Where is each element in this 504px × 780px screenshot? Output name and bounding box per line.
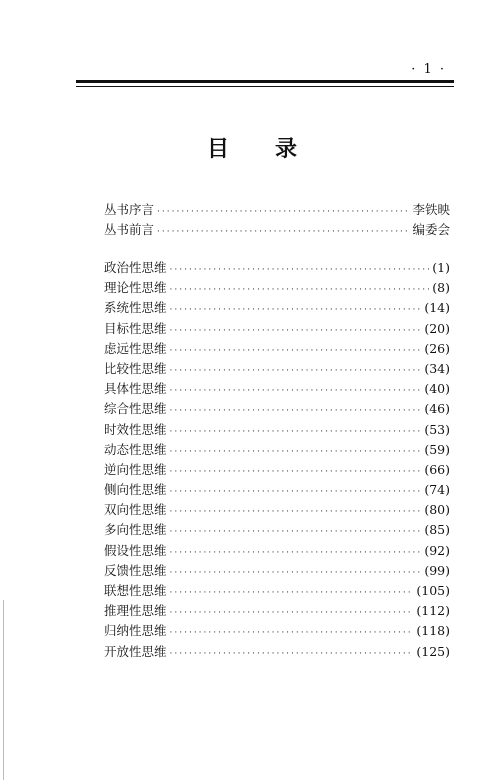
leader-dots — [170, 603, 414, 623]
toc-entry-ref: (74) — [424, 482, 450, 498]
toc-entry-label: 反馈性思维 — [104, 562, 167, 578]
title-char-2: 录 — [275, 137, 298, 162]
title-char-1: 目 — [206, 137, 229, 162]
page-number: · 1 · — [411, 62, 446, 77]
toc-entry-ref: (118) — [416, 623, 450, 639]
toc-entry-label: 开放性思维 — [104, 643, 167, 659]
toc-entry-ref: (85) — [424, 522, 450, 538]
toc-entry[interactable] — [104, 278, 450, 298]
toc-entry-ref: (105) — [416, 583, 450, 598]
leader-dots — [157, 222, 409, 242]
toc-entry-label: 动态性思维 — [104, 441, 167, 457]
toc-entry-ref: (40) — [424, 381, 450, 397]
leader-dots — [157, 202, 409, 222]
page-edge — [3, 600, 4, 780]
toc-entry-label: 政治性思维 — [104, 260, 167, 275]
toc-entry-ref: (99) — [424, 562, 450, 578]
toc-entry[interactable] — [104, 319, 450, 339]
toc-entry-ref: (34) — [424, 360, 450, 376]
header-rule-thick — [76, 80, 454, 83]
toc-entry[interactable] — [104, 500, 450, 520]
toc-entry[interactable] — [104, 601, 450, 621]
toc-entry[interactable] — [104, 642, 450, 662]
toc-entry-label: 比较性思维 — [104, 360, 167, 376]
leader-dots — [170, 260, 430, 280]
toc-entry-label: 推理性思维 — [104, 603, 167, 619]
toc-entry-label: 系统性思维 — [104, 300, 167, 316]
leader-dots — [170, 280, 430, 300]
toc-entry[interactable] — [104, 561, 450, 581]
toc-entry-ref: 李铁映 — [412, 202, 450, 217]
leader-dots — [170, 321, 422, 341]
toc-entry-label: 目标性思维 — [104, 320, 167, 336]
page-title — [0, 132, 504, 163]
toc-entry[interactable] — [104, 220, 450, 240]
toc-entry-label: 丛书前言 — [104, 222, 155, 238]
toc-entry-ref: (80) — [424, 502, 450, 518]
toc-entry-ref: (53) — [424, 421, 450, 437]
header-rule-thin — [76, 86, 454, 87]
toc-entry-label: 综合性思维 — [104, 401, 167, 417]
leader-dots — [170, 422, 422, 442]
leader-dots — [170, 482, 422, 502]
toc-entry-ref: (59) — [424, 441, 450, 457]
toc-entry-ref: (20) — [424, 320, 450, 336]
toc-entry[interactable] — [104, 581, 450, 601]
toc-entry-label: 时效性思维 — [104, 421, 167, 437]
toc-entry-label: 联想性思维 — [104, 583, 167, 598]
toc-entry-ref: (125) — [416, 643, 450, 659]
leader-dots — [170, 442, 422, 462]
toc-entry-ref: (1) — [432, 260, 450, 275]
leader-dots — [170, 563, 422, 583]
leader-dots — [170, 583, 414, 603]
leader-dots — [170, 381, 422, 401]
toc-entry-label: 侧向性思维 — [104, 482, 167, 498]
toc-entry-ref: (112) — [416, 603, 450, 619]
toc-entry[interactable] — [104, 460, 450, 480]
toc-entry[interactable] — [104, 379, 450, 399]
leader-dots — [170, 543, 422, 563]
leader-dots — [170, 623, 414, 643]
leader-dots — [170, 341, 422, 361]
toc-entry-ref: (92) — [424, 542, 450, 558]
leader-dots — [170, 401, 422, 421]
toc-entry-label: 假设性思维 — [104, 542, 167, 558]
toc-entry[interactable] — [104, 440, 450, 460]
toc-entry[interactable] — [104, 200, 450, 220]
leader-dots — [170, 644, 414, 664]
toc-entry-ref: 编委会 — [412, 222, 450, 238]
toc-entry[interactable] — [104, 298, 450, 318]
toc-entry[interactable] — [104, 258, 450, 278]
leader-dots — [170, 522, 422, 542]
toc-entry-label: 丛书序言 — [104, 202, 155, 217]
toc-entry-label: 虑远性思维 — [104, 340, 167, 356]
leader-dots — [170, 502, 422, 522]
leader-dots — [170, 462, 422, 482]
front-matter-list — [104, 200, 450, 240]
toc-entry[interactable] — [104, 520, 450, 540]
toc-entry[interactable] — [104, 480, 450, 500]
toc-entry-ref: (46) — [424, 401, 450, 417]
toc-entry-ref: (14) — [424, 300, 450, 316]
toc-entry-ref: (8) — [432, 280, 450, 296]
leader-dots — [170, 300, 422, 320]
toc-entry[interactable] — [104, 339, 450, 359]
toc-entry[interactable] — [104, 399, 450, 419]
toc-entry[interactable] — [104, 359, 450, 379]
toc-entry-label: 理论性思维 — [104, 280, 167, 296]
toc-entry-label: 逆向性思维 — [104, 461, 167, 477]
toc-entry[interactable] — [104, 621, 450, 641]
toc-entry-ref: (26) — [424, 340, 450, 356]
toc-entry-label: 多向性思维 — [104, 522, 167, 538]
toc-entry-label: 双向性思维 — [104, 502, 167, 518]
toc-entry-label: 具体性思维 — [104, 381, 167, 397]
toc-entry[interactable] — [104, 420, 450, 440]
toc-entry-label: 归纳性思维 — [104, 623, 167, 639]
toc-entry-ref: (66) — [424, 461, 450, 477]
toc-entry[interactable] — [104, 541, 450, 561]
leader-dots — [170, 361, 422, 381]
chapter-list — [104, 258, 450, 662]
